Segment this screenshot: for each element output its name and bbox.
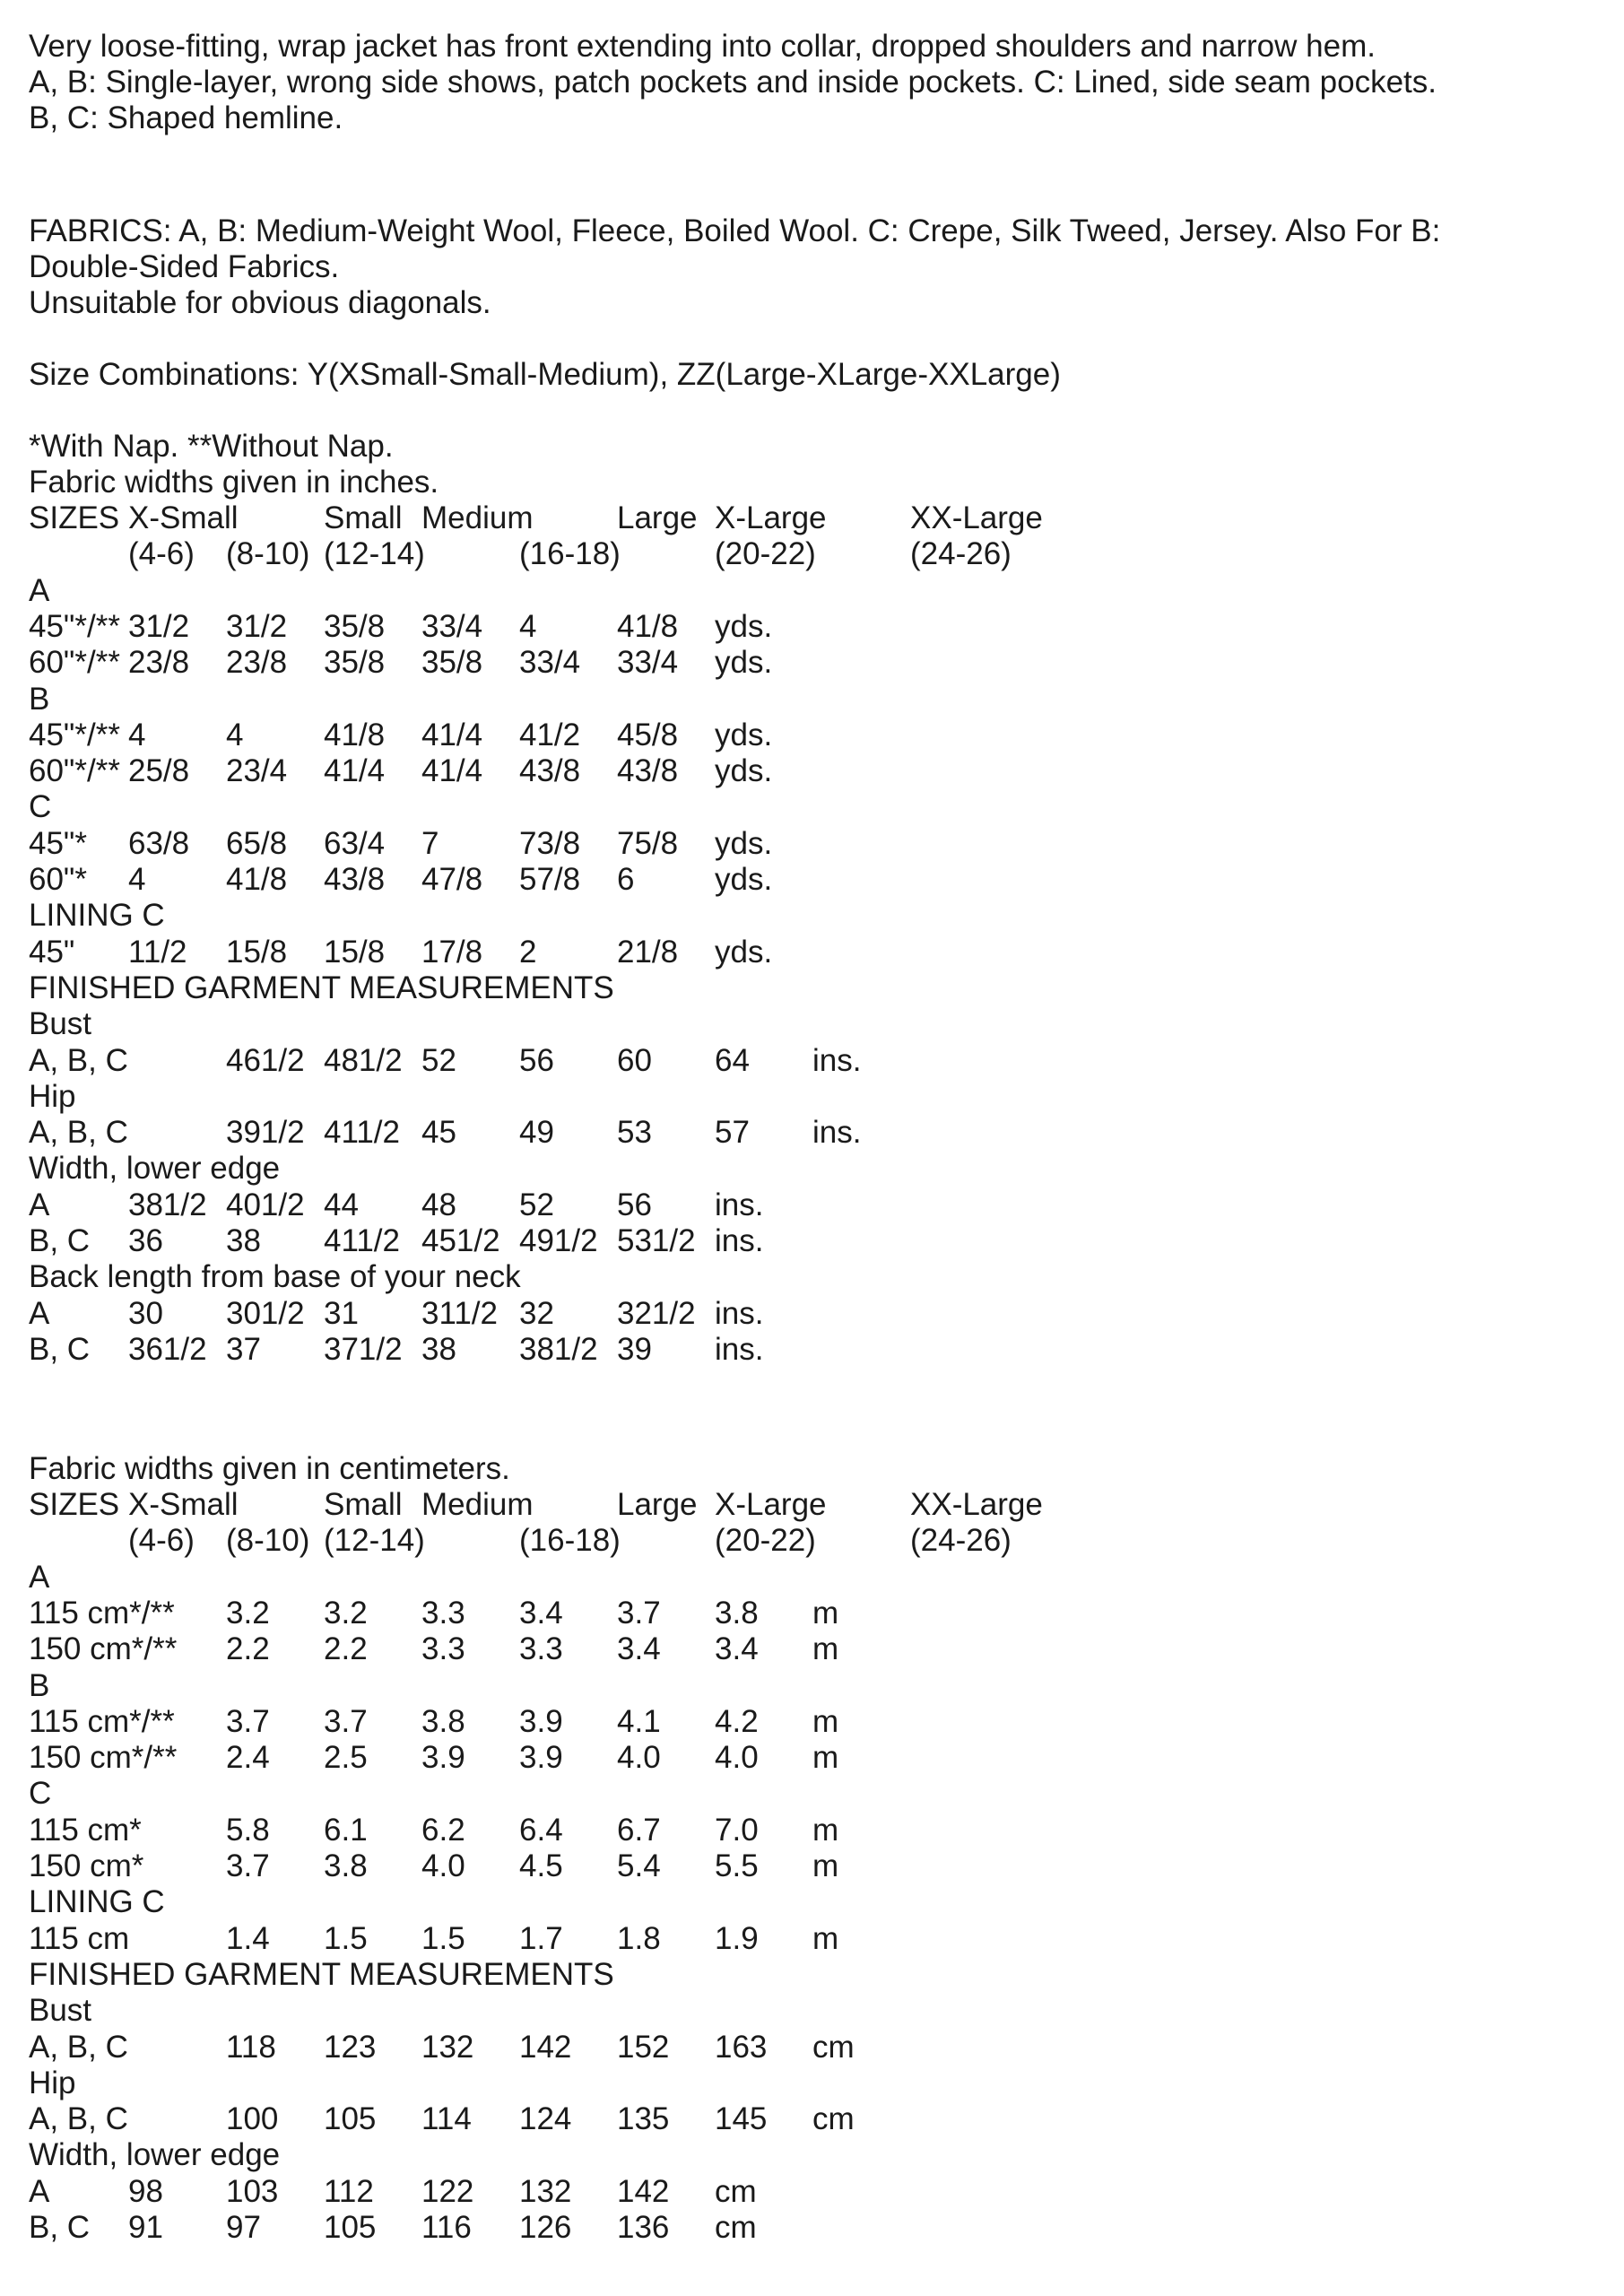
table-cell: 4	[128, 862, 146, 897]
row-label-cell: 150 cm*/**	[29, 1740, 178, 1776]
size-header-cell: Small	[324, 500, 403, 535]
table-cell: 3.9	[421, 1740, 465, 1776]
row-label-cell: 45"*/**	[29, 608, 120, 644]
table-cell: 41/2	[519, 717, 581, 752]
table-cell: 43/8	[324, 862, 386, 897]
table-cell: yds.	[715, 825, 773, 861]
inches-table-title: Fabric widths given in inches.	[29, 465, 439, 500]
table-cell: 31	[324, 1295, 359, 1331]
table-cell: 41/8	[226, 862, 288, 897]
table-row	[0, 645, 1624, 681]
table-cell: cm	[812, 2101, 855, 2137]
table-cell: 371/2	[324, 1331, 403, 1367]
table-cell: 5.8	[226, 1812, 270, 1848]
table-cell: 4.1	[617, 1703, 661, 1739]
row-label-cell: 60"*/**	[29, 645, 120, 681]
table-cell: 531/2	[617, 1223, 696, 1258]
table-cell: 45	[421, 1115, 456, 1151]
row-label-cell: A	[29, 1295, 50, 1331]
table-row	[0, 1596, 1624, 1631]
table-cell: yds.	[715, 753, 773, 789]
size-header-cell: X-Large	[715, 500, 827, 535]
table-cell: 56	[519, 1042, 554, 1078]
table-cell: 3.8	[715, 1595, 759, 1631]
intro-line-3: B, C: Shaped hemline.	[29, 100, 343, 135]
table-cell: 41/4	[421, 717, 483, 752]
table-cell: ins.	[812, 1042, 862, 1078]
table-cell: 45/8	[617, 717, 679, 752]
table-cell: 35/8	[324, 645, 386, 681]
size-range-cell: (4-6)	[128, 1523, 195, 1559]
table-cell: 361/2	[128, 1331, 207, 1367]
table-cell: yds.	[715, 717, 773, 752]
table-cell: 381/2	[128, 1187, 207, 1222]
table-cell: 63/8	[128, 825, 190, 861]
table-row	[0, 1296, 1624, 1332]
table-cell: 35/8	[421, 645, 483, 681]
table-cell: 43/8	[617, 753, 679, 789]
table-cell: 1.4	[226, 1920, 270, 1956]
table-cell: 5.4	[617, 1848, 661, 1883]
table-cell: m	[812, 1812, 839, 1848]
section-label	[0, 789, 1624, 825]
section-label	[0, 1259, 1624, 1295]
table-cell: 7	[421, 825, 439, 861]
row-label-cell: 60"*/**	[29, 753, 120, 789]
table-cell: 48	[421, 1187, 456, 1222]
section-label-text: B	[29, 1667, 50, 1703]
table-cell: 6.2	[421, 1812, 465, 1848]
section-label-text: FINISHED GARMENT MEASUREMENTS	[29, 1956, 614, 1992]
table-cell: 122	[421, 2173, 474, 2209]
table-cell: 3.7	[324, 1703, 368, 1739]
table-cell: 451/2	[421, 1223, 500, 1258]
section-label-text: A	[29, 1559, 50, 1595]
table-cell: 491/2	[519, 1223, 598, 1258]
section-label	[0, 1668, 1624, 1704]
section-label-text: Width, lower edge	[29, 2137, 281, 2173]
table-cell: 461/2	[226, 1042, 305, 1078]
table-cell: 411/2	[324, 1223, 400, 1258]
table-cell: 124	[519, 2101, 572, 2137]
table-cell: yds.	[715, 862, 773, 897]
table-cell: 33/4	[617, 645, 679, 681]
table-cell: 23/8	[128, 645, 190, 681]
section-label	[0, 1079, 1624, 1115]
row-label-cell: 115 cm*	[29, 1812, 142, 1848]
size-range-cell: (20-22)	[715, 536, 816, 572]
table-cell: 7.0	[715, 1812, 759, 1848]
table-cell: 91	[128, 2210, 163, 2245]
table-cell: 321/2	[617, 1295, 696, 1331]
table-cell: m	[812, 1848, 839, 1883]
table-cell: 17/8	[421, 934, 483, 970]
size-header-cell: SIZES	[29, 500, 120, 535]
row-label-cell: 115 cm*/**	[29, 1595, 175, 1631]
table-cell: 123	[324, 2029, 377, 2065]
section-label	[0, 1151, 1624, 1187]
row-label-cell: A, B, C	[29, 1115, 128, 1151]
table-cell: 33/4	[421, 608, 483, 644]
intro-line-1: Very loose-fitting, wrap jacket has front extending into collar, dropped shoulders and narrow hem.	[29, 29, 1376, 64]
table-cell: 6.7	[617, 1812, 661, 1848]
table-cell: m	[812, 1920, 839, 1956]
table-cell: 3.4	[617, 1631, 661, 1667]
table-cell: 411/2	[324, 1115, 400, 1151]
section-label-text: Bust	[29, 1993, 92, 2029]
size-header-cell: X-Small	[128, 1487, 239, 1522]
table-cell: 4.0	[617, 1740, 661, 1776]
table-row	[0, 2210, 1624, 2246]
section-label-text: LINING C	[29, 898, 165, 934]
table-cell: 64	[715, 1042, 750, 1078]
table-cell: 118	[226, 2029, 276, 2065]
table-cell: 6.4	[519, 1812, 563, 1848]
intro-line-2: A, B: Single-layer, wrong side shows, patch pockets and inside pockets. C: Lined, side seam pockets.	[29, 65, 1437, 100]
size-header-cell: X-Large	[715, 1487, 827, 1522]
table-cell: 2.2	[324, 1631, 368, 1667]
table-cell: 3.7	[226, 1848, 270, 1883]
section-label-text: Hip	[29, 2065, 76, 2100]
table-cell: 37	[226, 1331, 261, 1367]
fabrics-line-1: FABRICS: A, B: Medium-Weight Wool, Fleece, Boiled Wool. C: Crepe, Silk Tweed, Jersey. Also For B:	[29, 213, 1441, 248]
section-label	[0, 1993, 1624, 2029]
size-range-cell: (8-10)	[226, 1523, 310, 1559]
table-cell: 39	[617, 1331, 652, 1367]
table-cell: 301/2	[226, 1295, 305, 1331]
table-row	[0, 718, 1624, 753]
row-label-cell: A	[29, 2173, 50, 2209]
nap-note: *With Nap. **Without Nap.	[29, 429, 394, 464]
section-label	[0, 573, 1624, 609]
table-row	[0, 1921, 1624, 1957]
table-cell: 52	[519, 1187, 554, 1222]
section-label	[0, 2137, 1624, 2173]
size-header-cell: XX-Large	[910, 500, 1043, 535]
section-label-text: C	[29, 789, 52, 825]
table-row	[0, 862, 1624, 898]
table-row	[0, 1332, 1624, 1368]
table-cell: 65/8	[226, 825, 288, 861]
table-cell: 11/2	[128, 934, 187, 970]
size-header-cell: Medium	[421, 1487, 534, 1522]
table-cell: 116	[421, 2210, 472, 2245]
table-row	[0, 1115, 1624, 1151]
table-cell: 3.3	[421, 1631, 465, 1667]
table-cell: 391/2	[226, 1115, 305, 1151]
table-cell: yds.	[715, 608, 773, 644]
row-label-cell: B, C	[29, 2210, 91, 2245]
section-label	[0, 970, 1624, 1006]
size-range-cell: (24-26)	[910, 1523, 1012, 1559]
table-cell: 105	[324, 2210, 377, 2245]
table-row	[0, 1813, 1624, 1848]
row-label-cell: 115 cm	[29, 1920, 130, 1956]
table-cell: cm	[812, 2029, 855, 2065]
row-label-cell: A	[29, 1187, 50, 1222]
table-cell: ins.	[715, 1295, 764, 1331]
table-cell: 60	[617, 1042, 652, 1078]
table-cell: 3.2	[324, 1595, 368, 1631]
table-cell: 3.8	[421, 1703, 465, 1739]
table-cell: 3.8	[324, 1848, 368, 1883]
table-cell: yds.	[715, 934, 773, 970]
table-cell: 6	[617, 862, 635, 897]
table-row	[0, 826, 1624, 862]
row-label-cell: 45"*/**	[29, 717, 120, 752]
table-cell: 98	[128, 2173, 163, 2209]
section-label	[0, 1006, 1624, 1042]
table-cell: 43/8	[519, 753, 581, 789]
size-range-row	[0, 1523, 1624, 1559]
section-label-text: A	[29, 572, 50, 608]
section-label-text: LINING C	[29, 1884, 165, 1920]
table-cell: 52	[421, 1042, 456, 1078]
table-cell: 135	[617, 2101, 670, 2137]
table-cell: 3.2	[226, 1595, 270, 1631]
table-row	[0, 1223, 1624, 1259]
table-cell: 100	[226, 2101, 279, 2137]
table-cell: 53	[617, 1115, 652, 1151]
fabrics-line-2: Double-Sided Fabrics.	[29, 249, 340, 284]
table-cell: yds.	[715, 645, 773, 681]
section-label-text: B	[29, 681, 50, 717]
section-label	[0, 682, 1624, 718]
table-cell: 3.9	[519, 1703, 563, 1739]
table-cell: 1.8	[617, 1920, 661, 1956]
table-cell: 38	[421, 1331, 456, 1367]
table-cell: 63/4	[324, 825, 386, 861]
table-cell: 38	[226, 1223, 261, 1258]
section-label	[0, 2066, 1624, 2101]
size-combinations: Size Combinations: Y(XSmall-Small-Medium), ZZ(Large-XLarge-XXLarge)	[29, 357, 1061, 392]
table-row	[0, 2174, 1624, 2210]
table-cell: 44	[324, 1187, 359, 1222]
table-cell: 152	[617, 2029, 670, 2065]
section-label-text: Width, lower edge	[29, 1151, 281, 1187]
table-cell: 33/4	[519, 645, 581, 681]
table-cell: 2.5	[324, 1740, 368, 1776]
table-cell: 3.3	[519, 1631, 563, 1667]
size-range-cell: (4-6)	[128, 536, 195, 572]
section-label	[0, 898, 1624, 934]
table-row	[0, 1848, 1624, 1884]
table-cell: 4	[128, 717, 146, 752]
table-cell: 5.5	[715, 1848, 759, 1883]
table-row	[0, 753, 1624, 789]
table-cell: 32	[519, 1295, 554, 1331]
size-range-cell: (16-18)	[519, 536, 621, 572]
table-cell: 41/4	[324, 753, 386, 789]
table-cell: 1.9	[715, 1920, 759, 1956]
row-label-cell: A, B, C	[29, 1042, 128, 1078]
table-cell: cm	[715, 2210, 757, 2245]
row-label-cell: B, C	[29, 1331, 91, 1367]
table-cell: 4.2	[715, 1703, 759, 1739]
table-cell: ins.	[715, 1223, 764, 1258]
table-cell: 6.1	[324, 1812, 368, 1848]
table-cell: 163	[715, 2029, 768, 2065]
table-cell: ins.	[812, 1115, 862, 1151]
size-header-cell: Medium	[421, 500, 534, 535]
section-label	[0, 1776, 1624, 1812]
size-header-cell: Large	[617, 500, 698, 535]
table-cell: 401/2	[226, 1187, 305, 1222]
table-cell: cm	[715, 2173, 757, 2209]
section-label	[0, 1884, 1624, 1920]
table-cell: m	[812, 1740, 839, 1776]
section-label-text: C	[29, 1776, 52, 1812]
table-cell: 132	[519, 2173, 572, 2209]
table-row	[0, 609, 1624, 645]
size-range-cell: (20-22)	[715, 1523, 816, 1559]
table-cell: 311/2	[421, 1295, 498, 1331]
table-cell: 114	[421, 2101, 472, 2137]
row-label-cell: 150 cm*/**	[29, 1631, 178, 1667]
table-cell: 126	[519, 2210, 572, 2245]
table-row	[0, 1631, 1624, 1667]
size-header-cell: X-Small	[128, 500, 239, 535]
centimeters-table-title: Fabric widths given in centimeters.	[29, 1451, 510, 1486]
table-row	[0, 1043, 1624, 1079]
table-cell: 4	[519, 608, 537, 644]
table-cell: 136	[617, 2210, 670, 2245]
table-cell: 41/8	[617, 608, 679, 644]
table-cell: 381/2	[519, 1331, 598, 1367]
size-header-cell: SIZES	[29, 1487, 120, 1522]
row-label-cell: A, B, C	[29, 2101, 128, 2137]
table-cell: 3.4	[519, 1595, 563, 1631]
row-label-cell: 45"	[29, 934, 75, 970]
table-cell: 15/8	[324, 934, 386, 970]
row-label-cell: 45"*	[29, 825, 87, 861]
table-cell: 41/4	[421, 753, 483, 789]
section-label-text: Bust	[29, 1006, 92, 1042]
table-cell: 57	[715, 1115, 750, 1151]
table-cell: 481/2	[324, 1042, 403, 1078]
table-cell: ins.	[715, 1331, 764, 1367]
table-cell: 73/8	[519, 825, 581, 861]
table-cell: 41/8	[324, 717, 386, 752]
table-cell: 1.7	[519, 1920, 563, 1956]
table-cell: 3.7	[226, 1703, 270, 1739]
table-cell: 105	[324, 2101, 377, 2137]
fabrics-line-3: Unsuitable for obvious diagonals.	[29, 285, 491, 320]
table-cell: 2.2	[226, 1631, 270, 1667]
table-row	[0, 935, 1624, 970]
table-cell: 21/8	[617, 934, 679, 970]
section-label-text: Hip	[29, 1078, 76, 1114]
row-label-cell: B, C	[29, 1223, 91, 1258]
section-label	[0, 1957, 1624, 1993]
row-label-cell: A, B, C	[29, 2029, 128, 2065]
size-range-cell: (8-10)	[226, 536, 310, 572]
sizes-header-row	[0, 500, 1624, 536]
table-cell: 31/2	[128, 608, 190, 644]
table-cell: 2	[519, 934, 537, 970]
table-cell: 103	[226, 2173, 279, 2209]
table-cell: 31/2	[226, 608, 288, 644]
table-cell: 47/8	[421, 862, 483, 897]
table-cell: 3.3	[421, 1595, 465, 1631]
table-cell: 36	[128, 1223, 163, 1258]
table-cell: 30	[128, 1295, 163, 1331]
table-cell: 23/8	[226, 645, 288, 681]
size-range-cell: (12-14)	[324, 1523, 425, 1559]
table-cell: 145	[715, 2101, 768, 2137]
table-row	[0, 2101, 1624, 2137]
table-cell: 23/4	[226, 753, 288, 789]
table-cell: ins.	[715, 1187, 764, 1222]
table-cell: 112	[324, 2173, 374, 2209]
table-cell: 25/8	[128, 753, 190, 789]
table-cell: 75/8	[617, 825, 679, 861]
table-cell: m	[812, 1595, 839, 1631]
table-cell: 4.0	[421, 1848, 465, 1883]
section-label-text: Back length from base of your neck	[29, 1259, 521, 1295]
size-header-cell: XX-Large	[910, 1487, 1043, 1522]
table-cell: 57/8	[519, 862, 581, 897]
table-cell: 4.5	[519, 1848, 563, 1883]
size-range-row	[0, 536, 1624, 572]
table-cell: 56	[617, 1187, 652, 1222]
size-range-cell: (12-14)	[324, 536, 425, 572]
table-cell: 49	[519, 1115, 554, 1151]
table-cell: 4.0	[715, 1740, 759, 1776]
table-cell: 3.7	[617, 1595, 661, 1631]
size-header-cell: Small	[324, 1487, 403, 1522]
table-cell: 4	[226, 717, 244, 752]
table-cell: 142	[617, 2173, 670, 2209]
row-label-cell: 150 cm*	[29, 1848, 144, 1883]
table-row	[0, 1187, 1624, 1223]
table-cell: 2.4	[226, 1740, 270, 1776]
table-row	[0, 2030, 1624, 2066]
table-cell: m	[812, 1631, 839, 1667]
table-cell: 35/8	[324, 608, 386, 644]
size-range-cell: (16-18)	[519, 1523, 621, 1559]
table-cell: 3.4	[715, 1631, 759, 1667]
section-label	[0, 1560, 1624, 1596]
row-label-cell: 60"*	[29, 862, 87, 897]
table-cell: m	[812, 1703, 839, 1739]
section-label-text: FINISHED GARMENT MEASUREMENTS	[29, 970, 614, 1005]
table-cell: 1.5	[421, 1920, 465, 1956]
size-header-cell: Large	[617, 1487, 698, 1522]
sizes-header-row	[0, 1487, 1624, 1523]
table-cell: 15/8	[226, 934, 288, 970]
table-row	[0, 1704, 1624, 1740]
size-range-cell: (24-26)	[910, 536, 1012, 572]
table-row	[0, 1740, 1624, 1776]
row-label-cell: 115 cm*/**	[29, 1703, 175, 1739]
table-cell: 142	[519, 2029, 572, 2065]
table-cell: 3.9	[519, 1740, 563, 1776]
table-cell: 1.5	[324, 1920, 368, 1956]
table-cell: 132	[421, 2029, 474, 2065]
table-cell: 97	[226, 2210, 261, 2245]
